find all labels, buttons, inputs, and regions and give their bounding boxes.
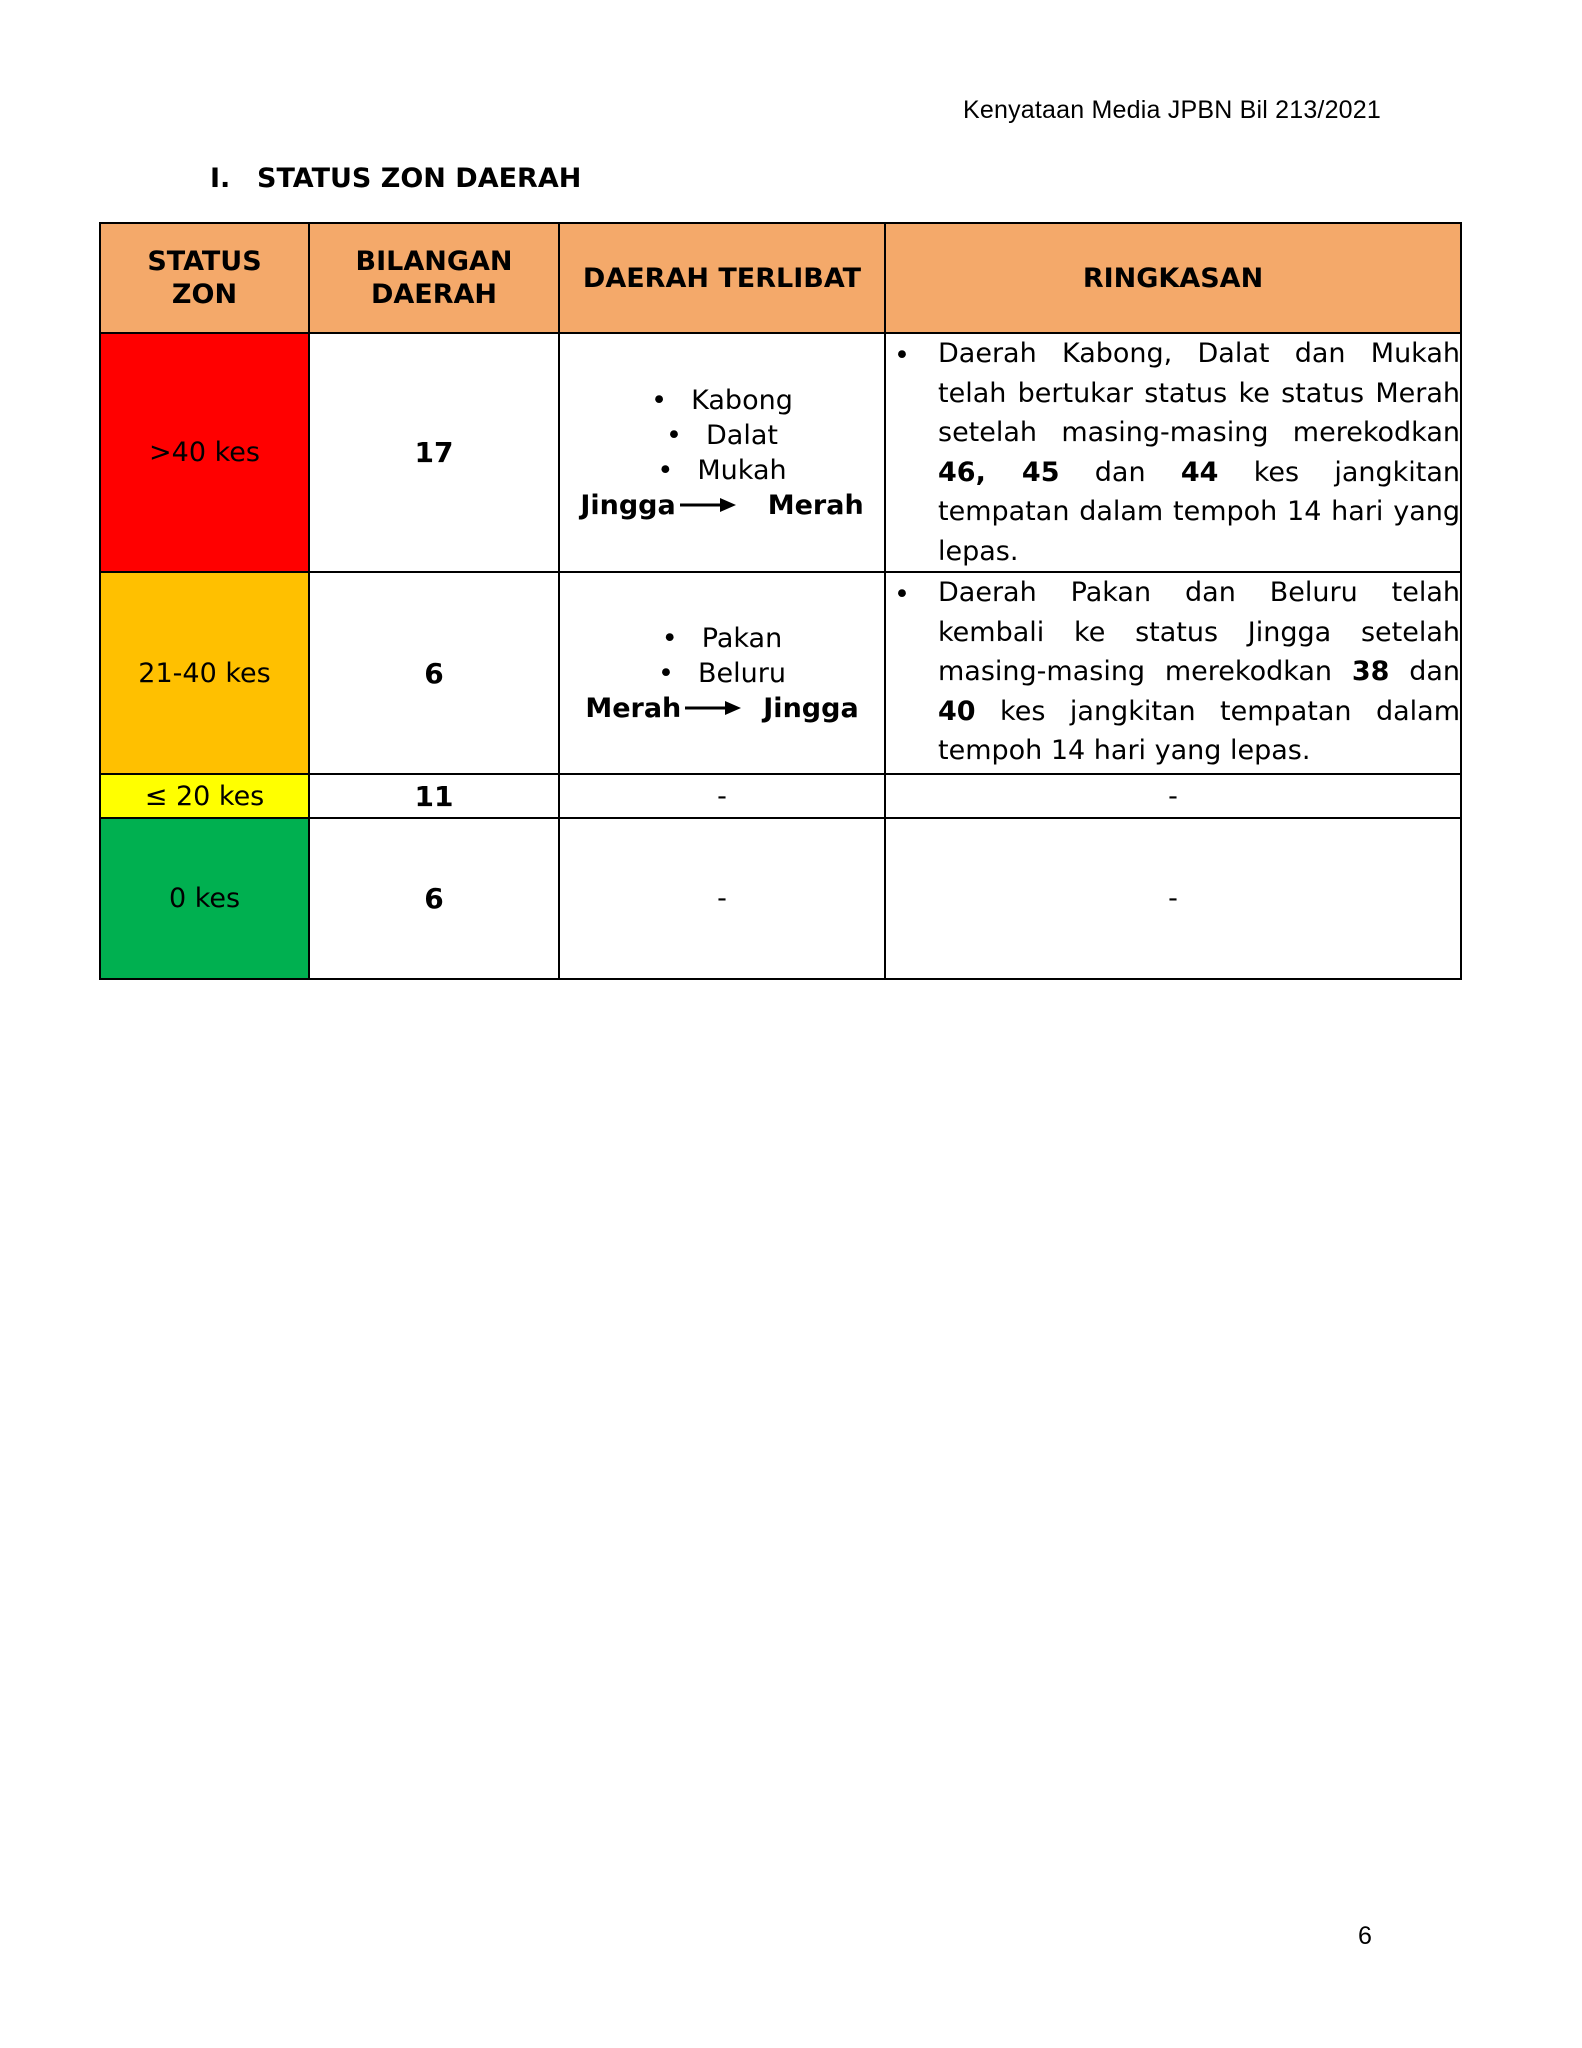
zone-status-table [99,222,1462,980]
bullet-icon: • [651,384,668,416]
district-count: 11 [414,779,454,813]
summary-segment: dan [1059,456,1181,488]
district-list-item [560,621,884,656]
bullet-icon: • [666,419,682,451]
empty-value: - [1168,780,1178,812]
status-zone-cell [100,333,309,572]
status-label: 0 kes [168,883,241,914]
table-row [100,572,1461,774]
summary-segment: kes jangkitan tempatan dalam tempoh 14 hari yang lepas. [938,695,1460,766]
summary-cell [885,818,1461,979]
status-zone-cell [100,572,309,774]
district-count: 6 [424,882,444,915]
district-name: Kabong [691,384,793,416]
district-count-cell [309,774,559,818]
district-count-cell [309,818,559,979]
arrow-right-icon [680,496,736,514]
section-heading [210,163,581,194]
empty-value: - [717,780,727,812]
summary-figure: 40 [938,695,976,727]
transition-to: Merah [767,489,864,521]
status-zone-cell [100,774,309,818]
summary-segment: dan [1389,656,1460,687]
transition-from: Merah [585,692,682,724]
bullet-icon: • [658,657,674,689]
summary-cell [885,333,1461,572]
summary-figure: 38 [1351,656,1390,687]
status-transition [560,691,884,726]
empty-value: - [717,883,727,914]
summary-figure: 44 [1180,456,1219,488]
bullet-icon: • [657,454,674,486]
summary-segment: Daerah Kabong, Dalat dan Mukah telah bertukar status ke status Merah setelah masing-masing merekodkan [938,338,1460,448]
district-name: Beluru [698,657,786,689]
summary-segment: Daerah Pakan dan Beluru telah kembali ke status Jingga setelah masing-masing merekodkan [938,577,1460,687]
document-reference: Kenyataan Media JPBN Bil 213/2021 [963,96,1381,124]
district-list-item [560,383,884,418]
header-status-zon: STATUS ZON [100,223,309,333]
table-row [100,818,1461,979]
summary-text [938,573,1460,771]
transition-to: Jingga [763,692,859,724]
status-label: ≤ 20 kes [144,780,265,812]
arrow-right-icon [685,699,741,717]
district-list-item [560,453,884,488]
district-name: Mukah [697,454,787,486]
summary-cell [885,774,1461,818]
district-name: Pakan [701,622,783,654]
status-transition [560,488,884,523]
header-daerah-terlibat: DAERAH TERLIBAT [559,223,885,333]
section-title: STATUS ZON DAERAH [257,163,582,194]
section-number: I. [210,163,231,194]
page-number: 6 [1358,1922,1372,1950]
summary-text [938,334,1460,571]
summary-segment: kes jangkitan tempatan dalam tempoh 14 hari yang lepas. [938,456,1460,567]
status-zone-cell [100,818,309,979]
table-header-row [100,223,1461,333]
bullet-icon: • [661,622,678,654]
district-count-cell [309,333,559,572]
bullet-icon: • [894,340,910,371]
header-bilangan-daerah: BILANGAN DAERAH [309,223,559,333]
district-count: 17 [414,436,454,469]
table-row [100,774,1461,818]
district-list-item [560,418,884,453]
table-row [100,333,1461,572]
district-count-cell [309,572,559,774]
empty-value: - [1168,883,1178,914]
districts-involved-cell [559,572,885,774]
district-count: 6 [424,656,444,690]
transition-from: Jingga [580,489,676,521]
status-label: 21-40 kes [138,657,271,689]
bullet-icon: • [894,579,910,610]
district-list-item [560,656,884,691]
summary-figure: 46, 45 [938,456,1060,488]
districts-involved-cell [559,333,885,572]
districts-involved-cell [559,818,885,979]
summary-cell [885,572,1461,774]
districts-involved-cell [559,774,885,818]
district-name: Dalat [706,419,778,451]
header-ringkasan: RINGKASAN [885,223,1461,333]
status-label: >40 kes [149,437,260,468]
